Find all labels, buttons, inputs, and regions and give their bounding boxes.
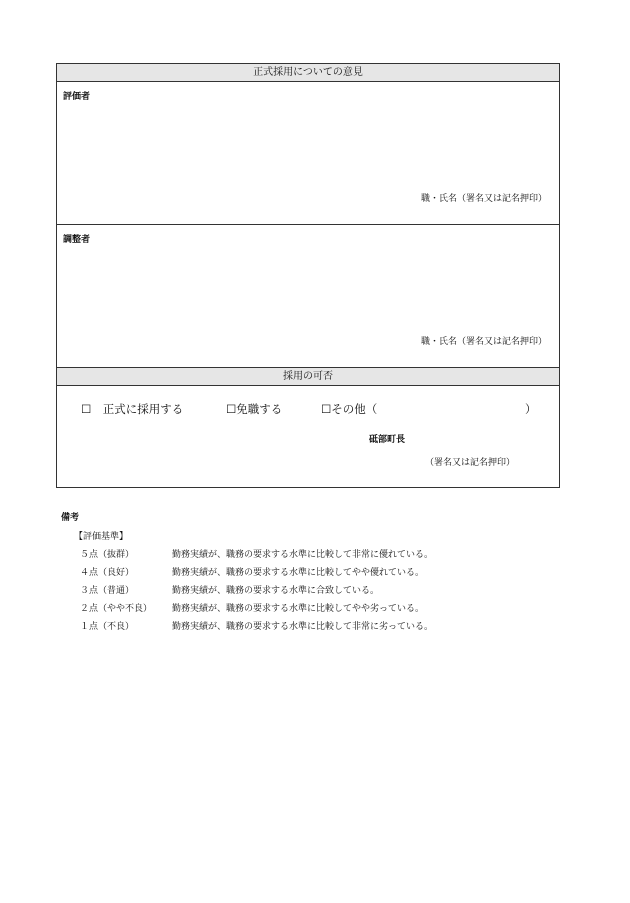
decision-section: [57, 386, 559, 487]
criteria-score: １点（不良）: [80, 622, 135, 632]
criteria-score: ５点（抜群）: [80, 550, 135, 560]
adjuster-section: [57, 225, 559, 368]
adjuster-label: 調整者: [63, 235, 91, 245]
option-formal-hire-checkbox[interactable]: ☐ 正式に採用する: [81, 402, 184, 416]
mayor-signature-label: （署名又は記名押印）: [425, 458, 516, 468]
criteria-score: ２点（やや不良）: [80, 604, 153, 614]
option-other-checkbox[interactable]: ☐その他（: [321, 402, 378, 416]
criteria-description: 勤務実績が、職務の要求する水準に合致している。: [172, 586, 380, 596]
evaluator-signature-label: 職・氏名（署名又は記名押印）: [420, 194, 547, 204]
decision-options: [81, 401, 541, 417]
evaluator-label: 評価者: [63, 92, 91, 102]
criteria-description: 勤務実績が、職務の要求する水準に比較して非常に劣っている。: [172, 622, 434, 632]
adjuster-signature-label: 職・氏名（署名又は記名押印）: [420, 337, 547, 347]
notes-title: 備考: [61, 513, 80, 523]
criteria-description: 勤務実績が、職務の要求する水準に比較して非常に優れている。: [172, 550, 434, 560]
option-other-close-paren: ）: [525, 402, 537, 416]
form-header: 正式採用についての意見: [57, 64, 559, 82]
mayor-title: 砥部町長: [369, 435, 406, 445]
criteria-score: ３点（普通）: [80, 586, 135, 596]
option-dismiss-checkbox[interactable]: ☐免職する: [226, 402, 283, 416]
decision-header: 採用の可否: [57, 368, 559, 386]
criteria-score: ４点（良好）: [80, 568, 135, 578]
criteria-title: 【評価基準】: [74, 532, 129, 542]
evaluation-form: [56, 63, 560, 488]
criteria-description: 勤務実績が、職務の要求する水準に比較してやや優れている。: [172, 568, 425, 578]
evaluator-section: [57, 82, 559, 225]
criteria-description: 勤務実績が、職務の要求する水準に比較してやや劣っている。: [172, 604, 425, 614]
